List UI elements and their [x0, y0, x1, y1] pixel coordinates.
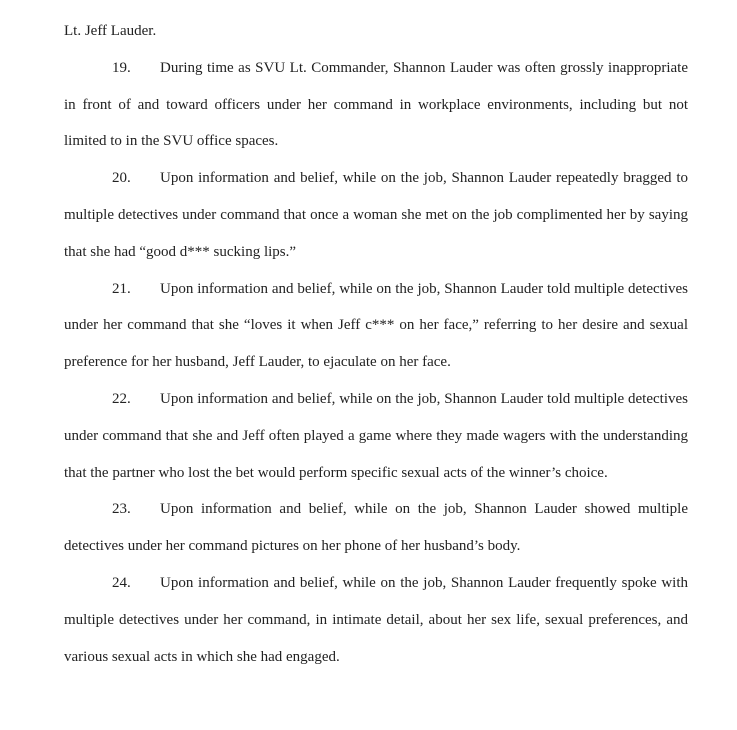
paragraph-23 [64, 491, 688, 565]
paragraph-number: 20. [112, 170, 131, 187]
paragraph-22 [64, 381, 688, 491]
paragraph-text: Upon information and belief, while on the job, Shannon Lauder showed multiple detectives under her command pictures on her phone of her husband’s body. [64, 501, 688, 555]
paragraph-number: 19. [112, 59, 131, 76]
document-page [64, 13, 688, 675]
paragraph-24 [64, 565, 688, 675]
paragraph-text: Upon information and belief, while on the job, Shannon Lauder repeatedly bragged to multiple detectives under command that once a woman she met on the job complimented her by saying that she had “good d*** sucking lips.” [64, 170, 688, 260]
paragraph-20 [64, 160, 688, 270]
continued-text: Lt. Jeff Lauder. [64, 23, 157, 39]
paragraph-number: 21. [112, 280, 131, 297]
paragraph-text: Upon information and belief, while on the job, Shannon Lauder told multiple detectives under command that she and Jeff often played a game where they made wagers with the understanding that the partner who lost the bet would perform specific sexual acts of the winner’s choice. [64, 390, 688, 481]
paragraph-21 [64, 271, 688, 381]
paragraph-number: 24. [112, 574, 131, 591]
paragraph-text: Upon information and belief, while on the job, Shannon Lauder frequently spoke with multiple detectives under her command, in intimate detail, about her sex life, sexual preferences, and various sexual acts in which she had engaged. [64, 574, 688, 665]
paragraph-number: 23. [112, 501, 131, 518]
paragraph-text: During time as SVU Lt. Commander, Shannon Lauder was often grossly inappropriate in front of and toward officers under her command in workplace environments, including but not limited to in the SVU office spaces. [64, 59, 688, 150]
paragraph-text: Upon information and belief, while on the job, Shannon Lauder told multiple detectives under her command that she “loves it when Jeff c*** on her face,” referring to her desire and sexual preference for her husband, Jeff Lauder, to ejaculate on her face. [64, 280, 688, 371]
paragraph-19 [64, 50, 688, 160]
paragraph-number: 22. [112, 390, 131, 407]
